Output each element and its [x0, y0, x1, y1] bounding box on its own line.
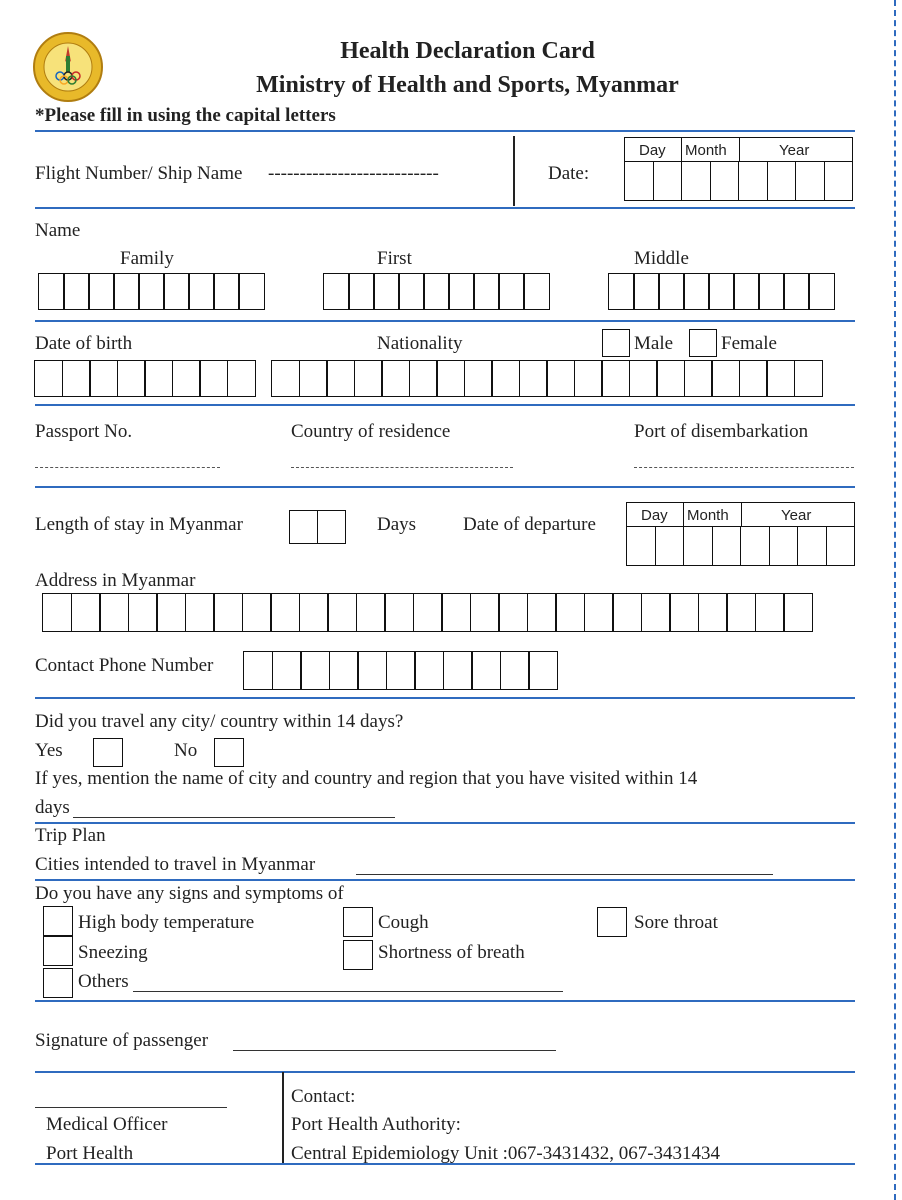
others-input[interactable] [133, 991, 563, 992]
divider [35, 130, 855, 132]
port-disembarkation-input[interactable] [634, 467, 854, 468]
dob-label: Date of birth [35, 333, 133, 354]
length-of-stay-label: Length of stay in Myanmar [35, 514, 243, 535]
epidemiology-unit-phone: Central Epidemiology Unit :067-3431432, 067-3431434 [291, 1143, 721, 1164]
medical-officer-label: Medical Officer [46, 1114, 168, 1135]
date-label: Date: [548, 163, 590, 184]
contact-phone-boxes[interactable] [243, 651, 558, 690]
no-label: No [174, 740, 198, 761]
year-header: Year [779, 142, 810, 159]
trip-plan-label: Trip Plan [35, 825, 106, 846]
divider [282, 1072, 284, 1164]
divider [35, 486, 855, 488]
cough-checkbox[interactable] [343, 907, 373, 937]
divider [35, 822, 855, 824]
yes-label: Yes [35, 740, 63, 761]
name-label: Name [35, 220, 81, 241]
departure-date-field[interactable] [626, 502, 855, 566]
shortness-label: Shortness of breath [378, 942, 525, 963]
divider [35, 207, 855, 209]
divider [35, 1071, 855, 1073]
sneezing-checkbox[interactable] [43, 936, 73, 966]
high-temp-checkbox[interactable] [43, 906, 73, 936]
others-label: Others [78, 971, 129, 992]
divider [35, 697, 855, 699]
no-checkbox[interactable] [214, 738, 244, 767]
year-header: Year [781, 507, 812, 524]
others-checkbox[interactable] [43, 968, 73, 998]
sore-throat-label: Sore throat [634, 912, 718, 933]
capital-letters-note: *Please fill in using the capital letters [35, 105, 336, 126]
passport-label: Passport No. [35, 421, 133, 442]
shortness-checkbox[interactable] [343, 940, 373, 970]
divider [513, 136, 515, 206]
high-temp-label: High body temperature [78, 912, 255, 933]
day-header: Day [639, 142, 666, 159]
days-label: Days [377, 514, 417, 535]
travel-mention: If yes, mention the name of city and country and region that you have visited within 14 [35, 768, 698, 789]
nationality-boxes[interactable] [271, 360, 823, 397]
arrival-date-field[interactable] [624, 137, 853, 201]
port-health-authority-label: Port Health Authority: [291, 1114, 461, 1135]
family-label: Family [120, 248, 174, 269]
cities-input[interactable] [356, 874, 773, 875]
month-header: Month [687, 507, 729, 524]
cities-label: Cities intended to travel in Myanmar [35, 854, 316, 875]
departure-label: Date of departure [463, 514, 596, 535]
male-label: Male [634, 333, 674, 354]
divider [35, 320, 855, 322]
cough-label: Cough [378, 912, 429, 933]
dob-boxes[interactable] [34, 360, 256, 397]
signature-input[interactable] [233, 1050, 556, 1051]
travel-question: Did you travel any city/ country within 14 days? [35, 711, 404, 732]
officer-signature-line[interactable] [35, 1107, 227, 1108]
sore-throat-checkbox[interactable] [597, 907, 627, 937]
port-health-label: Port Health [46, 1143, 134, 1164]
signature-label: Signature of passenger [35, 1030, 209, 1051]
cut-line [894, 0, 896, 1200]
country-residence-input[interactable] [291, 467, 513, 468]
address-label: Address in Myanmar [35, 570, 196, 591]
travel-days-label: days [35, 797, 70, 818]
nationality-label: Nationality [377, 333, 463, 354]
symptoms-question: Do you have any signs and symptoms of [35, 883, 344, 904]
divider [35, 1163, 855, 1165]
visited-places-input[interactable] [73, 817, 395, 818]
card-title: Health Declaration Card [340, 38, 595, 64]
divider [35, 404, 855, 406]
ministry-name: Ministry of Health and Sports, Myanmar [256, 72, 679, 98]
female-label: Female [721, 333, 777, 354]
male-checkbox[interactable] [602, 329, 630, 357]
flight-label: Flight Number/ Ship Name [35, 163, 243, 184]
contact-label: Contact: [291, 1086, 356, 1107]
first-label: First [377, 248, 412, 269]
stay-days-boxes[interactable] [289, 510, 346, 544]
yes-checkbox[interactable] [93, 738, 123, 767]
sneezing-label: Sneezing [78, 942, 148, 963]
divider [35, 1000, 855, 1002]
address-boxes[interactable] [42, 593, 813, 632]
passport-input[interactable] [35, 467, 220, 468]
country-residence-label: Country of residence [291, 421, 451, 442]
flight-dashes[interactable]: --------------------------- [268, 163, 439, 184]
family-name-boxes[interactable] [38, 273, 265, 310]
divider [35, 879, 855, 881]
contact-phone-label: Contact Phone Number [35, 655, 214, 676]
middle-label: Middle [634, 248, 689, 269]
female-checkbox[interactable] [689, 329, 717, 357]
port-disembarkation-label: Port of disembarkation [634, 421, 809, 442]
month-header: Month [685, 142, 727, 159]
day-header: Day [641, 507, 668, 524]
first-name-boxes[interactable] [323, 273, 550, 310]
middle-name-boxes[interactable] [608, 273, 835, 310]
